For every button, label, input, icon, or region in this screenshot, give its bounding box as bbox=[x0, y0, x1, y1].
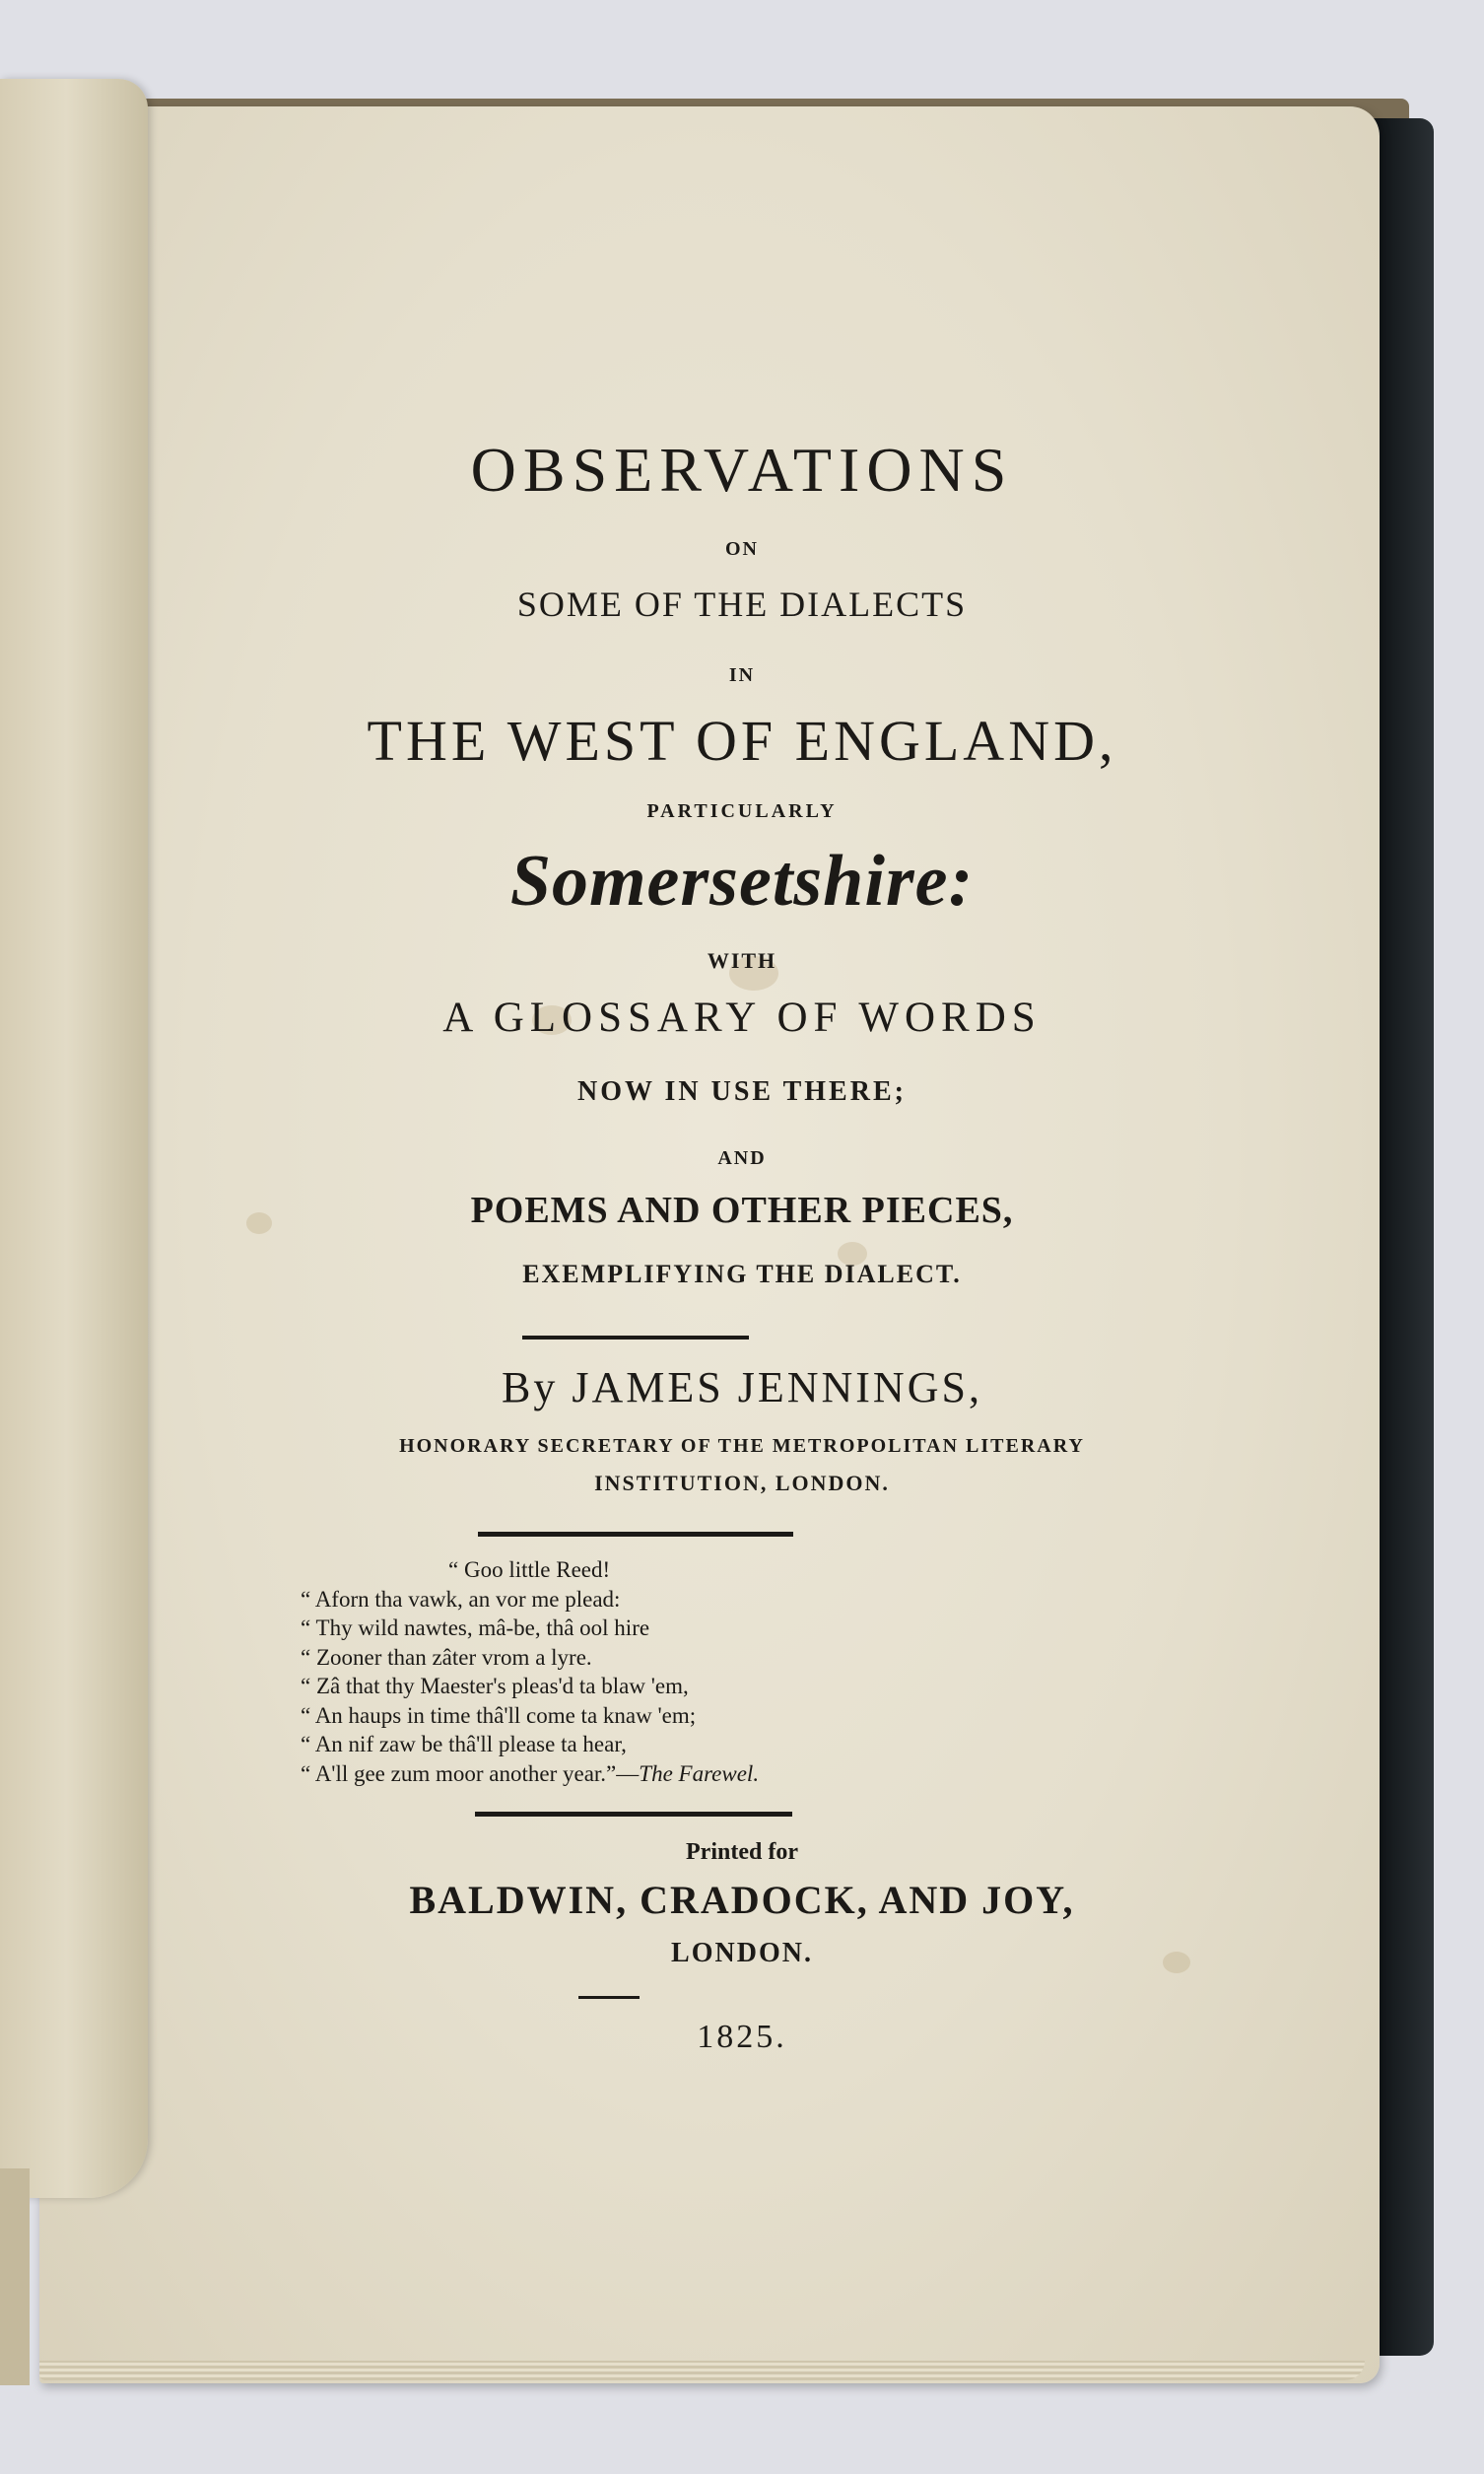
title-county: Somersetshire: bbox=[509, 841, 975, 922]
verse-line: “ An nif zaw be thâ'll please ta hear, bbox=[301, 1732, 627, 1756]
verse-line: “ A'll gee zum moor another year.”— bbox=[301, 1760, 640, 1786]
verse-line: “ Zooner than zâter vrom a lyre. bbox=[301, 1644, 592, 1670]
imprint-city: LONDON. bbox=[671, 1938, 813, 1968]
author-title-line-2: INSTITUTION, LONDON. bbox=[594, 1471, 890, 1495]
title-connector-in: IN bbox=[728, 664, 756, 686]
book-title: OBSERVATIONS bbox=[470, 435, 1014, 505]
title-subject: SOME OF THE DIALECTS bbox=[516, 584, 968, 624]
verse-line: “ Aforn tha vawk, an vor me plead: bbox=[301, 1586, 621, 1612]
verse-line: “ An haups in time thâ'll come ta knaw 'em; bbox=[301, 1702, 697, 1728]
divider-rule bbox=[475, 1812, 792, 1817]
author-title-line-1: HONORARY SECRETARY OF THE METROPOLITAN LITERARY bbox=[399, 1435, 1085, 1457]
verse-line: “ Goo little Reed! bbox=[448, 1557, 611, 1582]
title-region: THE WEST OF ENGLAND, bbox=[367, 709, 1117, 773]
imprint-printed-for: Printed for bbox=[686, 1839, 798, 1865]
title-exemplifying: EXEMPLIFYING THE DIALECT. bbox=[522, 1260, 962, 1288]
title-now-in-use: NOW IN USE THERE; bbox=[577, 1076, 907, 1107]
divider-rule bbox=[578, 1996, 640, 1999]
title-poems: POEMS AND OTHER PIECES, bbox=[470, 1190, 1014, 1231]
epigraph-verse bbox=[301, 1555, 1049, 1788]
imprint-year: 1825. bbox=[697, 2019, 787, 2055]
title-connector-particularly: PARTICULARLY bbox=[646, 800, 838, 822]
verse-line: “ Thy wild nawtes, mâ-be, thâ ool hire bbox=[301, 1615, 650, 1640]
page-edges bbox=[39, 2361, 1365, 2380]
verse-line: “ Zâ that thy Maester's pleas'd ta blaw 'em, bbox=[301, 1674, 689, 1698]
divider-rule bbox=[478, 1532, 793, 1537]
flyleaf-stub bbox=[0, 2168, 30, 2385]
verse-attribution: The Farewel. bbox=[639, 1760, 760, 1786]
title-connector-and: AND bbox=[717, 1147, 767, 1169]
verse-last-line bbox=[301, 1759, 1049, 1789]
divider-rule bbox=[522, 1336, 749, 1340]
author-line: By JAMES JENNINGS, bbox=[502, 1363, 982, 1411]
title-glossary: A GLOSSARY OF WORDS bbox=[442, 995, 1042, 1041]
title-connector-on: ON bbox=[725, 538, 759, 560]
imprint-publisher: BALDWIN, CRADOCK, AND JOY, bbox=[409, 1878, 1075, 1922]
title-connector-with: WITH bbox=[707, 948, 777, 973]
